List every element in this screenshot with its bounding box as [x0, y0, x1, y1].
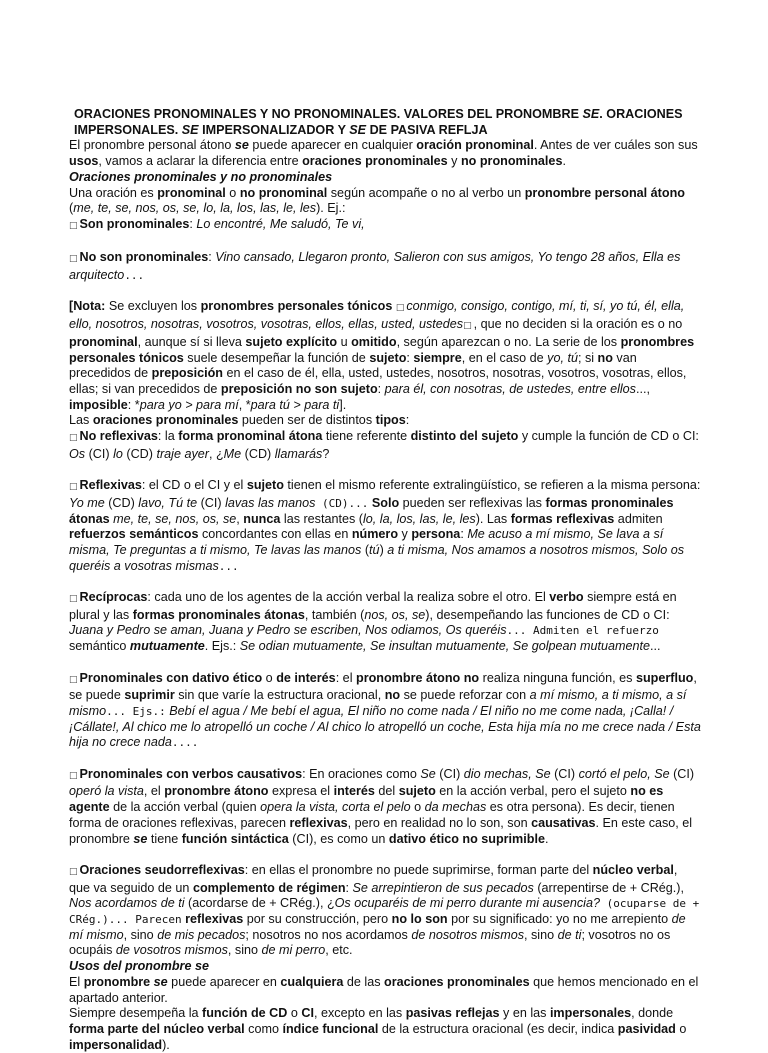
text-run: El: [69, 974, 84, 989]
section-heading-pronominales: [69, 170, 701, 186]
text-run: para yo > para mí: [139, 397, 239, 412]
text-run: nunca: [243, 511, 281, 526]
text-run: pronombre: [83, 974, 154, 989]
text-run: (acordarse de + CRég.), ¿: [184, 896, 335, 911]
text-run: tienen el mismo referente extralingüístico, se refieren a la misma persona:: [283, 478, 701, 493]
text-run: Se: [420, 766, 436, 781]
bullet-box-icon: □: [69, 594, 78, 605]
text-run: pasividad: [617, 1021, 676, 1036]
text-run: (CI): [197, 495, 226, 510]
text-run: , también (: [304, 607, 365, 622]
text-run: : cada uno de los agentes de la acción verbal la realiza sobre el otro. El: [147, 590, 550, 605]
text-run: ... Ejs.:: [106, 704, 166, 718]
text-run: no: [597, 350, 613, 365]
list-item-no-reflexivas: [69, 429, 701, 462]
bullet-box-icon: □: [69, 482, 78, 493]
document-body: [69, 107, 701, 1053]
text-run: , donde: [631, 1006, 674, 1021]
text-run: ). Las: [475, 511, 511, 526]
text-run: para él, con nosotras, de ustedes, entre ellos: [384, 381, 636, 396]
text-run: pronombre átono: [164, 784, 269, 799]
text-run: de interés: [276, 670, 336, 685]
text-run: ...,: [635, 381, 650, 396]
text-run: :: [377, 381, 385, 396]
text-run: :: [460, 527, 468, 542]
text-run: pronominal: [69, 334, 138, 349]
text-run: ...: [218, 559, 239, 573]
text-run: ORACIONES PRONOMINALES Y NO PRONOMINALES. VALORES DEL PRONOMBRE: [74, 107, 583, 121]
text-run: tipos: [375, 413, 406, 428]
text-run: Juana y Pedro se aman, Juana y Pedro se escriben, Nos odiamos, Os queréis: [69, 623, 507, 638]
text-run: (ocuparse de + CRég.)... Parecen: [69, 897, 700, 927]
text-run: admiten: [614, 511, 663, 526]
text-run: CI: [301, 1006, 314, 1021]
text-run: pronombres personales tónicos: [200, 299, 393, 314]
text-run: , el: [143, 784, 165, 799]
text-run: oraciones pronominales: [384, 974, 530, 989]
text-run: pronombres personales tónicos: [69, 334, 695, 365]
text-run: pronombre átono no: [356, 670, 480, 685]
text-run: , etc.: [325, 943, 353, 958]
paragraph-definition: [69, 186, 701, 217]
list-item-no-son-pronominales: [69, 250, 701, 283]
text-run: SE: [349, 122, 367, 137]
text-run: imposible: [69, 397, 128, 412]
text-run: reflexivas: [185, 912, 244, 927]
text-run: Yo me: [69, 495, 105, 510]
text-run: oraciones pronominales: [92, 413, 239, 428]
text-run: sujeto: [246, 478, 284, 493]
text-run: : *: [127, 397, 140, 412]
text-run: Son pronominales: [79, 216, 190, 231]
text-run: Se odian mutuamente, Se insultan mutuamente, Se golpean mutuamente: [239, 639, 651, 654]
text-run: conmigo, consigo, contigo, mí, ti, sí, yo tú, él, ella, ello, nosotros, nosotras, vosotros, vosotras, ellos, ellas, usted, ustedes: [69, 299, 685, 332]
text-run: ...: [124, 269, 145, 283]
text-run: sujeto explícito: [245, 334, 338, 349]
document-title: [69, 107, 701, 138]
text-run: ,: [236, 511, 244, 526]
text-run: ].: [339, 397, 347, 412]
text-run: función de CD: [202, 1006, 288, 1021]
text-run: se puede reforzar con: [400, 688, 530, 703]
text-run: no: [384, 688, 401, 703]
text-run: dativo ético no suprimible: [388, 831, 545, 846]
text-run: cualquiera: [280, 974, 344, 989]
text-run: , excepto en las: [313, 1006, 406, 1021]
text-run: Siempre desempeña la: [69, 1006, 203, 1021]
bullet-box-icon: □: [463, 321, 472, 332]
text-run: , sino: [227, 943, 262, 958]
text-run: (arrepentirse de + CRég.),: [533, 880, 684, 895]
text-run: de vosotros mismos: [115, 943, 228, 958]
text-run: No reflexivas: [79, 429, 158, 444]
text-run: operó la vista: [69, 784, 144, 799]
text-run: para tú > para ti: [250, 397, 340, 412]
text-run: . En este caso, el pronombre: [69, 815, 693, 846]
text-run: a ti misma, Nos amamos a nosotros mismos, Solo os queréis a vosotras mismas: [69, 542, 685, 573]
text-run: preposición: [151, 366, 223, 381]
text-run: , *: [238, 397, 251, 412]
text-run: Reflexivas: [79, 478, 142, 493]
text-run: no pronominales: [460, 154, 563, 169]
bullet-box-icon: □: [69, 866, 78, 877]
text-run: :: [405, 413, 410, 428]
text-run: concordantes con ellas en: [198, 527, 352, 542]
text-run: índice funcional: [282, 1021, 379, 1036]
paragraph-intro: [69, 138, 701, 169]
text-run: de mi perro: [261, 943, 326, 958]
text-run: ... Admiten el refuerzo: [506, 624, 659, 638]
text-run: El pronombre personal átono: [69, 138, 235, 153]
text-run: Me acuso a mí mismo, Se lava a sí misma, Te preguntas a ti mismo, Te lavas las manos: [69, 527, 664, 557]
text-run: . Antes de ver cuáles son sus: [533, 138, 698, 153]
text-run: [Nota:: [69, 299, 106, 314]
text-run: (: [361, 542, 370, 557]
text-run: se: [234, 138, 249, 153]
text-run: nos, os, se: [364, 607, 426, 622]
text-run: por su significado: yo no me arrepiento: [447, 912, 672, 927]
text-run: : el: [335, 670, 356, 685]
paragraph-tipos: [69, 413, 701, 429]
text-run: llamarás: [274, 446, 323, 461]
text-run: Las: [69, 413, 93, 428]
text-run: oraciones pronominales: [302, 154, 448, 169]
text-run: puede aparecer en: [167, 974, 281, 989]
bullet-box-icon: □: [395, 303, 405, 314]
text-run: Me: [223, 446, 242, 461]
text-run: complemento de régimen: [192, 880, 346, 895]
text-run: por su construcción, pero: [243, 912, 392, 927]
text-run: ; nosotros no nos acordamos: [245, 927, 412, 942]
text-run: .: [544, 831, 549, 846]
text-run: Usos del pronombre se: [69, 959, 209, 974]
text-run: (CI): [85, 446, 114, 461]
text-run: oración pronominal: [416, 138, 534, 153]
text-run: tiene: [147, 831, 182, 846]
text-run: DE PASIVA REFLJA: [366, 122, 488, 137]
text-run: suele desempeñar la función de: [183, 350, 370, 365]
text-run: :: [208, 250, 216, 265]
text-run: impersonalidad: [69, 1037, 163, 1052]
text-run: suprimir: [124, 688, 175, 703]
paragraph-usos-1: [69, 975, 701, 1006]
text-run: (CI): [435, 766, 464, 781]
text-run: interés: [333, 784, 375, 799]
text-run: , ¿: [208, 446, 224, 461]
text-run: , vamos a aclarar la diferencia entre: [98, 154, 303, 169]
text-run: (CD)...: [315, 496, 369, 510]
paragraph-nota: [69, 299, 701, 413]
text-run: da mechas: [424, 800, 487, 815]
text-run: y cumple la función de CD o CI:: [518, 429, 699, 444]
text-run: Nos acordamos de ti: [69, 896, 185, 911]
text-run: , que no deciden si la oración es o no: [473, 317, 683, 332]
text-run: (CD): [104, 495, 139, 510]
text-run: o: [287, 1006, 302, 1021]
text-run: y en las: [499, 1006, 550, 1021]
text-run: lo, la, los, las, le, les: [362, 511, 476, 526]
text-run: superfluo: [635, 670, 694, 685]
text-run: lo: [113, 446, 123, 461]
text-run: Os: [69, 446, 86, 461]
text-run: Se arrepintieron de sus pecados: [352, 880, 534, 895]
text-run: no es agente: [69, 784, 664, 815]
text-run: (CD): [122, 446, 157, 461]
text-run: me, te, se, nos, os, se: [113, 511, 237, 526]
text-run: cortó el pelo, Se: [578, 766, 670, 781]
text-run: o: [675, 1021, 687, 1036]
text-run: y: [398, 527, 412, 542]
text-run: No son pronominales: [79, 250, 209, 265]
text-run: de ti: [557, 927, 582, 942]
text-run: , según aparezcan o no. La serie de los: [396, 334, 621, 349]
text-run: , pero en realidad no lo son, son: [347, 815, 532, 830]
text-run: impersonales: [549, 1006, 632, 1021]
text-run: Solo: [371, 495, 400, 510]
text-run: persona: [411, 527, 461, 542]
text-run: :: [406, 350, 414, 365]
text-run: sujeto: [369, 350, 407, 365]
text-run: se: [133, 831, 148, 846]
text-run: ?: [322, 446, 330, 461]
list-item-reflexivas: [69, 478, 701, 574]
text-run: , sino: [123, 927, 158, 942]
text-run: siempre: [413, 350, 462, 365]
text-run: ; si: [577, 350, 598, 365]
text-run: , se puede: [69, 670, 697, 703]
text-run: Lo encontré, Me saludó, Te vi,: [196, 216, 365, 231]
text-run: SE: [582, 107, 600, 121]
text-run: ): [379, 542, 388, 557]
text-run: (CI): [669, 766, 695, 781]
text-run: :: [345, 880, 353, 895]
text-run: dio mechas, Se: [463, 766, 551, 781]
text-run: semántico: [69, 639, 130, 654]
text-run: u: [337, 334, 352, 349]
paragraph-usos-2: [69, 1006, 701, 1053]
text-run: según acompañe o no al verbo un: [327, 185, 525, 200]
text-run: de la estructura oracional (es decir, indica: [378, 1021, 618, 1036]
text-run: como: [244, 1021, 283, 1036]
text-run: Se excluyen los: [105, 299, 201, 314]
text-run: (: [69, 201, 74, 216]
text-run: tú: [369, 542, 380, 557]
text-run: (CI): [550, 766, 579, 781]
text-run: pronominal: [157, 185, 226, 200]
text-run: forma pronominal átona: [178, 429, 323, 444]
text-run: . ORACIONES IMPERSONALES.: [74, 107, 683, 137]
text-run: mutuamente: [129, 639, 205, 654]
text-run: refuerzos semánticos: [69, 527, 199, 542]
text-run: se: [153, 974, 168, 989]
text-run: de mí mismo: [69, 912, 686, 942]
text-run: sin que varíe la estructura oracional,: [174, 688, 385, 703]
text-run: ).: [162, 1037, 170, 1052]
text-run: de la acción verbal (quien: [109, 800, 261, 815]
text-run: preposición no son sujeto: [220, 381, 378, 396]
text-run: me, te, se, nos, os, se, lo, la, los, las, le, les: [73, 201, 317, 216]
text-run: o: [262, 670, 277, 685]
list-item-causativos: [69, 767, 701, 848]
list-item-dativo-etico: [69, 671, 701, 752]
text-run: Bebí el agua / Me bebí el agua, El niño no come nada / El niño no me come nada, ¡Calla! / ¡Cállate!, Al chico me lo atropelló un coche / Al chico lo atropelló un coche, Esta hija mía no me crece nada / Esta hija no crece nada: [69, 703, 701, 750]
text-run: ), desempeñando las funciones de CD o CI:: [425, 607, 670, 622]
bullet-box-icon: □: [69, 433, 78, 444]
text-run: que hemos mencionado en el apartado anterior.: [69, 974, 699, 1005]
text-run: verbo: [549, 590, 584, 605]
text-run: en el caso de él, ella, usted, ustedes, nosotros, nosotras, vosotros, vosotras, ellos, ellas; si van precedidos de: [69, 366, 687, 396]
text-run: puede aparecer en cualquier: [248, 138, 417, 153]
text-run: no lo son: [391, 912, 448, 927]
text-run: núcleo verbal: [592, 862, 674, 877]
text-run: Vino cansado, Llegaron pronto, Salieron con sus amigos, Yo tengo 28 años, Ella es arquitecto: [69, 250, 681, 283]
bullet-box-icon: □: [69, 254, 78, 265]
text-run: yo, tú: [547, 350, 578, 365]
text-run: traje ayer: [156, 446, 209, 461]
text-run: formas pronominales átonas: [69, 495, 674, 526]
text-run: es otra persona). Es decir, tienen forma de oraciones reflexivas, parecen: [69, 800, 675, 830]
text-run: , sino: [524, 927, 558, 942]
text-run: ). Ej.:: [316, 201, 346, 216]
text-run: del: [374, 784, 399, 799]
text-run: :: [189, 216, 197, 231]
text-run: pueden ser reflexivas las: [399, 495, 546, 510]
text-run: tiene referente: [322, 429, 411, 444]
text-run: causativas: [531, 815, 596, 830]
text-run: las restantes (: [280, 511, 363, 526]
text-run: en la acción verbal, pero el sujeto: [435, 784, 631, 799]
text-run: , aunque sí si lleva: [137, 334, 246, 349]
section-heading-usos-se: [69, 959, 701, 975]
text-run: SE: [181, 122, 199, 137]
text-run: . Ejs.:: [204, 639, 240, 654]
text-run: forma parte del núcleo verbal: [69, 1021, 245, 1036]
text-run: de las: [343, 974, 385, 989]
list-item-seudorreflexivas: [69, 863, 701, 959]
text-run: lavas las manos: [225, 495, 316, 510]
text-run: Pronominales con verbos causativos: [79, 766, 303, 781]
text-run: usos: [69, 154, 99, 169]
text-run: Os ocuparéis de mi perro durante mi ausencia?: [334, 896, 600, 911]
text-run: , en el caso de: [461, 350, 548, 365]
text-run: distinto del sujeto: [410, 429, 519, 444]
text-run: o: [225, 185, 240, 200]
text-run: pueden ser de distintos: [238, 413, 376, 428]
bullet-box-icon: □: [69, 674, 78, 685]
text-run: (CI), es como un: [288, 831, 389, 846]
text-run: IMPERSONALIZADOR Y: [198, 122, 350, 137]
text-run: Una oración es: [69, 185, 158, 200]
text-run: : En oraciones como: [302, 766, 421, 781]
text-run: siempre está en plural y las: [69, 590, 677, 622]
list-item-reciprocas: [69, 590, 701, 655]
text-run: no pronominal: [239, 185, 328, 200]
text-run: ....: [171, 736, 199, 750]
text-run: , que va seguido de un: [69, 862, 678, 895]
text-run: formas pronominales átonas: [132, 607, 305, 622]
text-run: lavo, Tú te: [138, 495, 198, 510]
text-run: Oraciones pronominales y no pronominales: [69, 169, 333, 184]
list-item-son-pronominales: [69, 217, 701, 235]
text-run: Pronominales con dativo ético: [79, 670, 263, 685]
text-run: de nosotros mismos: [411, 927, 525, 942]
text-run: realiza ninguna función, es: [479, 670, 636, 685]
text-run: .: [562, 154, 566, 169]
text-run: función sintáctica: [181, 831, 289, 846]
text-run: : en ellas el pronombre no puede suprimirse, forman parte del: [244, 862, 593, 877]
text-run: o: [410, 800, 425, 815]
text-run: (CD): [241, 446, 275, 461]
text-run: van precedidos de: [69, 350, 637, 381]
text-run: de mis pecados: [157, 927, 246, 942]
text-run: y: [447, 154, 461, 169]
text-run: número: [351, 527, 399, 542]
text-run: sujeto: [398, 784, 436, 799]
bullet-box-icon: □: [69, 770, 78, 781]
text-run: reflexivas: [289, 815, 348, 830]
text-run: omitido: [351, 334, 397, 349]
text-run: expresa el: [268, 784, 334, 799]
text-run: Oraciones seudorreflexivas: [79, 862, 245, 877]
text-run: a mí mismo, a ti mismo, a sí mismo: [69, 688, 687, 718]
bullet-box-icon: □: [69, 220, 78, 231]
text-run: : el CD o el CI y el: [141, 478, 247, 493]
text-run: formas reflexivas: [510, 511, 615, 526]
text-run: : la: [157, 429, 179, 444]
text-run: ; vosotros no os ocupáis: [69, 927, 671, 958]
text-run: pasivas reflejas: [405, 1006, 500, 1021]
text-run: Recíprocas: [79, 590, 148, 605]
text-run: pronombre personal átono: [524, 185, 685, 200]
text-run: ...: [650, 639, 661, 654]
text-run: opera la vista, corta el pelo: [260, 800, 411, 815]
